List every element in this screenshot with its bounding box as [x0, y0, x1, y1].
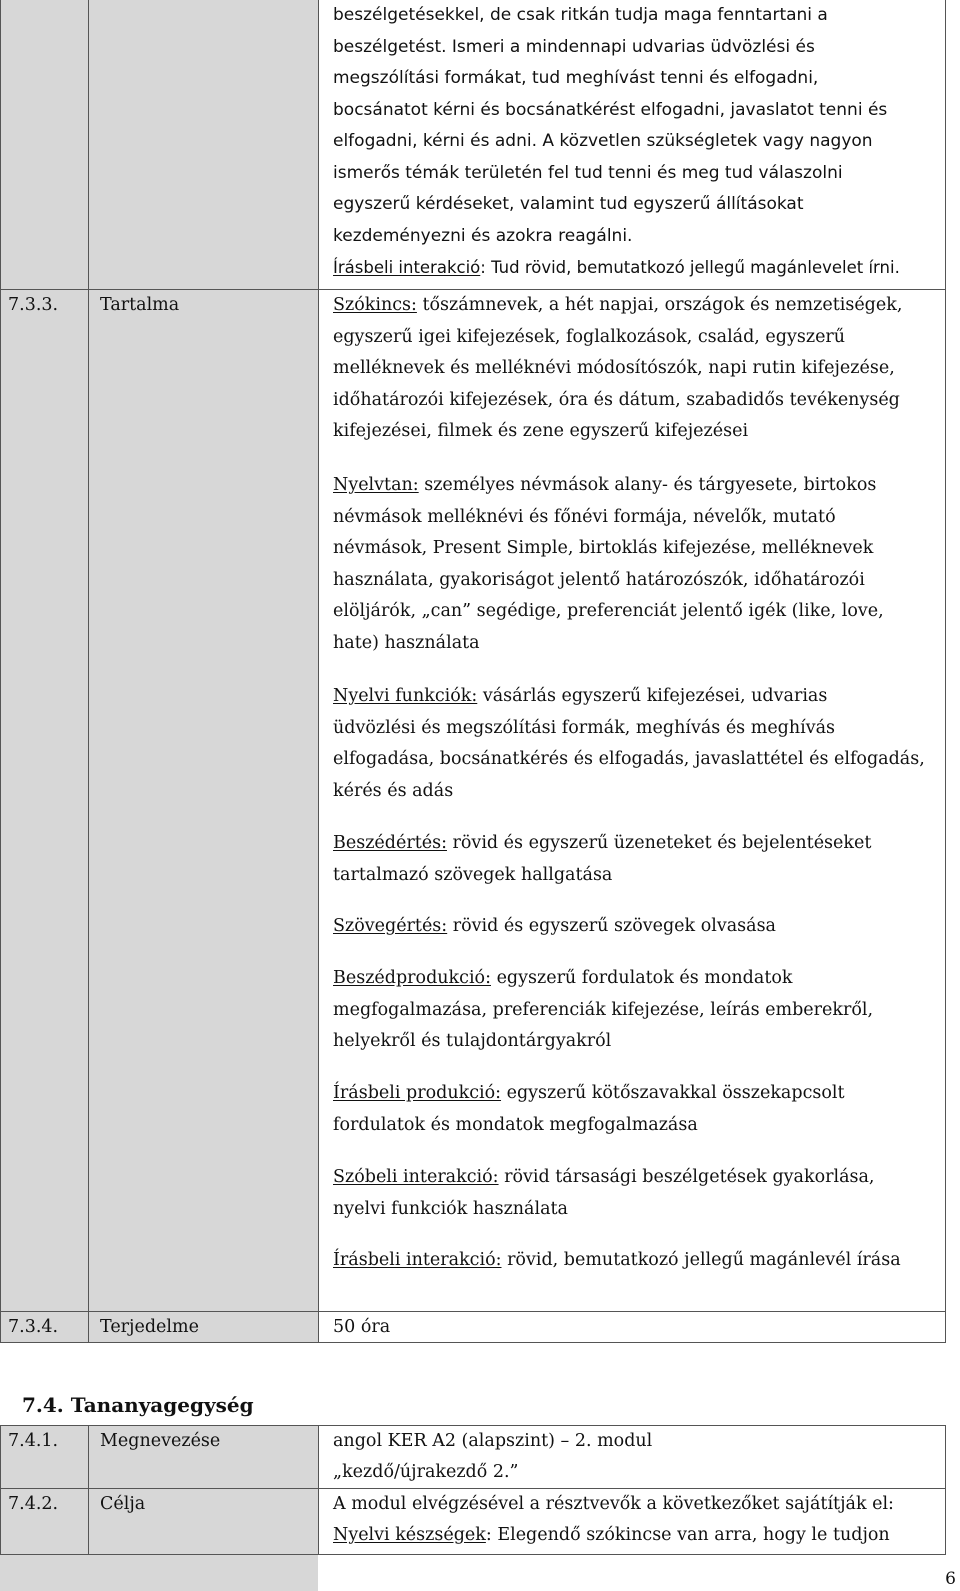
block-text: vásárlás egyszerű kifejezései, udvarias üdvözlési és megszólítási formák, meghívás és meghívás elfogadása, bocsánatkérés és elfogadás, javaslattétel és elfogadás, kérés és adás — [333, 686, 925, 801]
table1-border-col2 — [318, 0, 319, 1343]
text-line: bocsánatot kérni és bocsánatkérést elfogadni, javaslatot tenni és — [333, 99, 888, 120]
block-label: Nyelvi funkciók: — [333, 686, 478, 706]
block-label: Szövegértés: — [333, 916, 448, 936]
content-block-vocabulary — [333, 290, 933, 448]
table1-col-name-shading — [88, 0, 318, 1342]
content-block-written-interaction — [333, 1245, 933, 1277]
block-text: személyes névmások alany- és tárgyesete, birtokos névmások melléknévi és főnévi formája, névelők, mutató névmások, Present Simple, birtoklás kifejezése, melléknevek használata, gyakoriságot jelentő határozószók, időhatározói elöljárók, „can” segédige, preferenciát jelentő igék (like, love, hate) használata — [333, 475, 884, 653]
row-name: Tartalma — [100, 295, 180, 315]
skills-label: Nyelvi készségek — [333, 1525, 486, 1545]
table2-border-bottom — [0, 1554, 946, 1555]
block-label: Nyelvtan: — [333, 475, 419, 495]
block-label: Szóbeli interakció: — [333, 1167, 499, 1187]
written-interaction-label: Írásbeli interakció — [333, 258, 481, 277]
goal-line — [333, 1520, 890, 1551]
block-label: Szókincs: — [333, 295, 417, 315]
block-text: rövid társasági beszélgetések gyakorlása, nyelvi funkciók használata — [333, 1167, 875, 1219]
content-block-reading — [333, 911, 933, 943]
text-line: beszélgetésekkel, de csak ritkán tudja maga fenntartani a — [333, 5, 828, 25]
goal-line: A modul elvégzésével a résztvevők a következőket sajátítják el: — [333, 1494, 894, 1514]
block-text: rövid és egyszerű szövegek olvasása — [447, 916, 776, 936]
module-name-line: angol KER A2 (alapszint) – 2. modul — [333, 1431, 653, 1451]
content-block-speaking — [333, 963, 933, 1058]
content-block-language-functions — [333, 681, 933, 807]
module-name-line: „kezdő/újrakezdő 2.” — [333, 1462, 519, 1482]
content-block-writing — [333, 1078, 933, 1141]
block-text: tőszámnevek, a hét napjai, országok és nemzetiségek, egyszerű igei kifejezések, foglalkozások, család, egyszerű melléknevek és melléknévi módosítószók, napi rutin kifejezése, időhatározói kifejezések, óra és dátum, szabadidős tevékenység kifejezései, filmek és zene egyszerű kifejezései — [333, 295, 903, 441]
block-text: rövid és egyszerű üzeneteket és bejelentéseket tartalmazó szövegek hallgatása — [333, 833, 872, 885]
table1-col-num-shading — [0, 0, 88, 1342]
block-label: Írásbeli produkció: — [333, 1083, 502, 1103]
block-text: rövid, bemutatkozó jellegű magánlevél írása — [501, 1250, 901, 1270]
page-number: 6 — [945, 1569, 956, 1589]
text-line: ismerős témák területén fel tud tenni és meg tud válaszolni — [333, 162, 843, 183]
content-block-spoken-interaction — [333, 1162, 933, 1225]
text-line: elfogadni, kérni és adni. A közvetlen szükségletek vagy nagyon — [333, 131, 873, 151]
table1-border-right — [945, 0, 946, 1343]
row-number: 7.4.2. — [8, 1494, 59, 1514]
table2-border-right — [945, 1425, 946, 1555]
row-name: Megnevezése — [100, 1431, 221, 1451]
table2-border-col1 — [88, 1425, 89, 1555]
table1-border-col1 — [88, 0, 89, 1343]
table2-border-col2 — [318, 1425, 319, 1555]
row-number: 7.3.3. — [8, 295, 59, 315]
block-label: Írásbeli interakció: — [333, 1250, 502, 1270]
text-line: egyszerű kérdéseket, valamint tud egyszerű állításokat — [333, 194, 804, 214]
block-text: egyszerű kötőszavakkal összekapcsolt fordulatok és mondatok megfogalmazása — [333, 1083, 845, 1135]
text-line: beszélgetést. Ismeri a mindennapi udvarias üdvözlési és — [333, 36, 815, 57]
content-block-grammar — [333, 470, 933, 659]
row-name: Célja — [100, 1494, 146, 1514]
row-name: Terjedelme — [100, 1317, 199, 1337]
table2-border-left — [0, 1425, 1, 1555]
content-block-listening — [333, 828, 933, 891]
section-title: 7.4. Tananyagegység — [22, 1393, 254, 1417]
block-label: Beszédértés: — [333, 833, 447, 853]
row-number: 7.3.4. — [8, 1317, 59, 1337]
block-label: Beszédprodukció: — [333, 968, 491, 988]
level-description — [333, 0, 933, 284]
table1-border-left — [0, 0, 1, 1343]
row-value: 50 óra — [333, 1317, 391, 1337]
skills-text: : Elegendő szókincse van arra, hogy le tudjon — [485, 1525, 890, 1545]
text-line: kezdeményezni és azokra reagálni. — [333, 225, 633, 246]
written-interaction-line — [333, 252, 933, 284]
written-interaction-text: : Tud rövid, bemutatkozó jellegű magánlevelet írni. — [480, 258, 900, 277]
block-text: egyszerű fordulatok és mondatok megfogalmazása, preferenciák kifejezése, leírás emberekről, helyekről és tulajdontárgyakról — [333, 968, 874, 1051]
text-line: megszólítási formákat, tud meghívást tenni és elfogadni, — [333, 68, 819, 88]
row-number: 7.4.1. — [8, 1431, 59, 1451]
